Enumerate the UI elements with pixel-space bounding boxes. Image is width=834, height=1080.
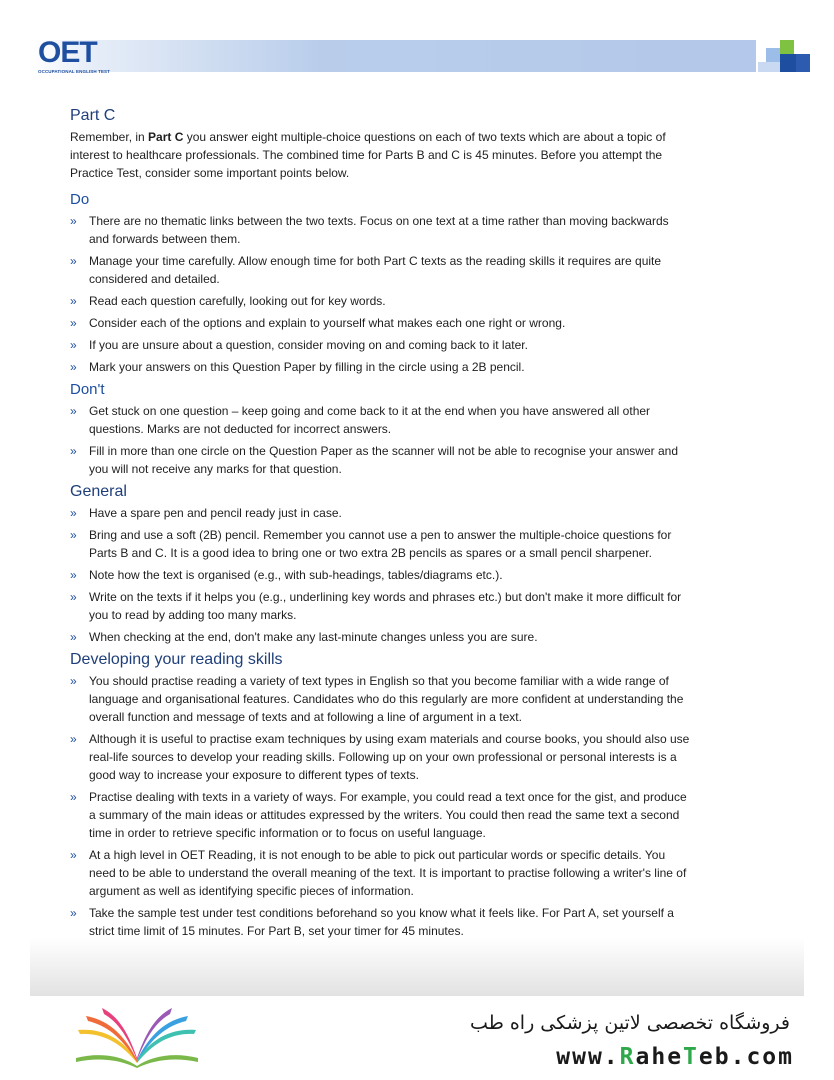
reading-skills-section bbox=[70, 650, 690, 940]
dont-list bbox=[70, 402, 690, 478]
main-content bbox=[70, 106, 690, 944]
list-item: » Practise dealing with texts in a variety of ways. For example, you could read a text once for the gist, and produce a summary of the main ideas or attitudes expressed by the writers. You could then read the same text a second time in order to retrieve specific information or to focus on useful language. bbox=[70, 790, 687, 840]
list-item: » There are no thematic links between the two texts. Focus on one text at a time rather than moving backwards and forwards between them. bbox=[70, 214, 669, 246]
list-item: » Consider each of the options and explain to yourself what makes each one right or wrong. bbox=[70, 316, 566, 330]
oet-logo bbox=[38, 38, 118, 78]
list-item: » Write on the texts if it helps you (e.g., underlining key words and phrases etc.) but don't make it more difficult for you to read by adding too many marks. bbox=[70, 590, 682, 622]
general-list bbox=[70, 504, 690, 646]
general-section bbox=[70, 482, 690, 646]
dont-section bbox=[70, 380, 690, 478]
list-item: » Fill in more than one circle on the Question Paper as the scanner will not be able to recognise your answer and you will not receive any marks for that question. bbox=[70, 444, 678, 476]
header-band bbox=[30, 36, 756, 72]
part-c-intro: Remember, in Part C you answer eight multiple-choice questions on each of two texts which are about a topic of interest to healthcare professionals. The combined time for Parts B and C is 45 minutes. Before you attempt the Practice Test, consider some important points below. bbox=[70, 130, 666, 180]
part-c-title: Part C bbox=[70, 107, 116, 124]
list-item: » At a high level in OET Reading, it is not enough to be able to pick out particular words or specific details. You need to be able to understand the overall meaning of the text. It is important to practise following a writer's line of argument as well as identifying specific pieces of information. bbox=[70, 848, 687, 898]
open-book-logo-icon bbox=[72, 1008, 202, 1068]
store-url: www.RaheTeb.com bbox=[556, 1044, 794, 1070]
list-item: » Get stuck on one question – keep going and come back to it at the end when you have answered all other questions. Marks are not deducted for incorrect answers. bbox=[70, 404, 651, 436]
dont-title: Don't bbox=[70, 381, 105, 398]
list-item: » Mark your answers on this Question Paper by filling in the circle using a 2B pencil. bbox=[70, 360, 525, 374]
decorative-squares bbox=[758, 40, 810, 74]
list-item: » Take the sample test under test conditions beforehand so you know what it feels like. For Part A, set yourself a strict time limit of 15 minutes. For Part B, set your timer for 45 minutes. bbox=[70, 906, 674, 938]
list-item: » If you are unsure about a question, consider moving on and coming back to it later. bbox=[70, 338, 528, 352]
do-title: Do bbox=[70, 191, 90, 208]
list-item: » Read each question carefully, looking out for key words. bbox=[70, 294, 386, 308]
general-title: General bbox=[70, 483, 127, 500]
list-item: » Note how the text is organised (e.g., with sub-headings, tables/diagrams etc.). bbox=[70, 568, 503, 582]
bottom-fade bbox=[30, 938, 804, 996]
list-item: » Although it is useful to practise exam techniques by using exam materials and course books, you should also use real-life sources to develop your reading skills. Following up on your own professional or personal interests is a good way to increase your exposure to different types of texts. bbox=[70, 732, 690, 782]
list-item: » When checking at the end, don't make any last-minute changes unless you are sure. bbox=[70, 630, 538, 644]
list-item: » Have a spare pen and pencil ready just in case. bbox=[70, 506, 342, 520]
do-section bbox=[70, 190, 690, 376]
logo-text: OET bbox=[38, 36, 97, 69]
reading-skills-title: Developing your reading skills bbox=[70, 651, 283, 668]
do-list bbox=[70, 212, 690, 376]
reading-skills-list bbox=[70, 672, 690, 940]
list-item: » You should practise reading a variety of text types in English so that you become familiar with a wide range of language and organisational features. Candidates who do this regularly are more confident at understanding the overall function and message of texts and at following a line of argument in a text. bbox=[70, 674, 684, 724]
list-item: » Bring and use a soft (2B) pencil. Remember you cannot use a pen to answer the multiple-choice questions for Parts B and C. It is a good idea to bring one or two extra 2B pencils as spares or a small pencil sharpener. bbox=[70, 528, 672, 560]
logo-subtitle: OCCUPATIONAL ENGLISH TEST bbox=[38, 69, 111, 74]
list-item: » Manage your time carefully. Allow enough time for both Part C texts as the reading skills it requires are quite considered and detailed. bbox=[70, 254, 662, 286]
store-name: فروشگاه تخصصی لاتین پزشکی راه طب bbox=[470, 1012, 790, 1034]
